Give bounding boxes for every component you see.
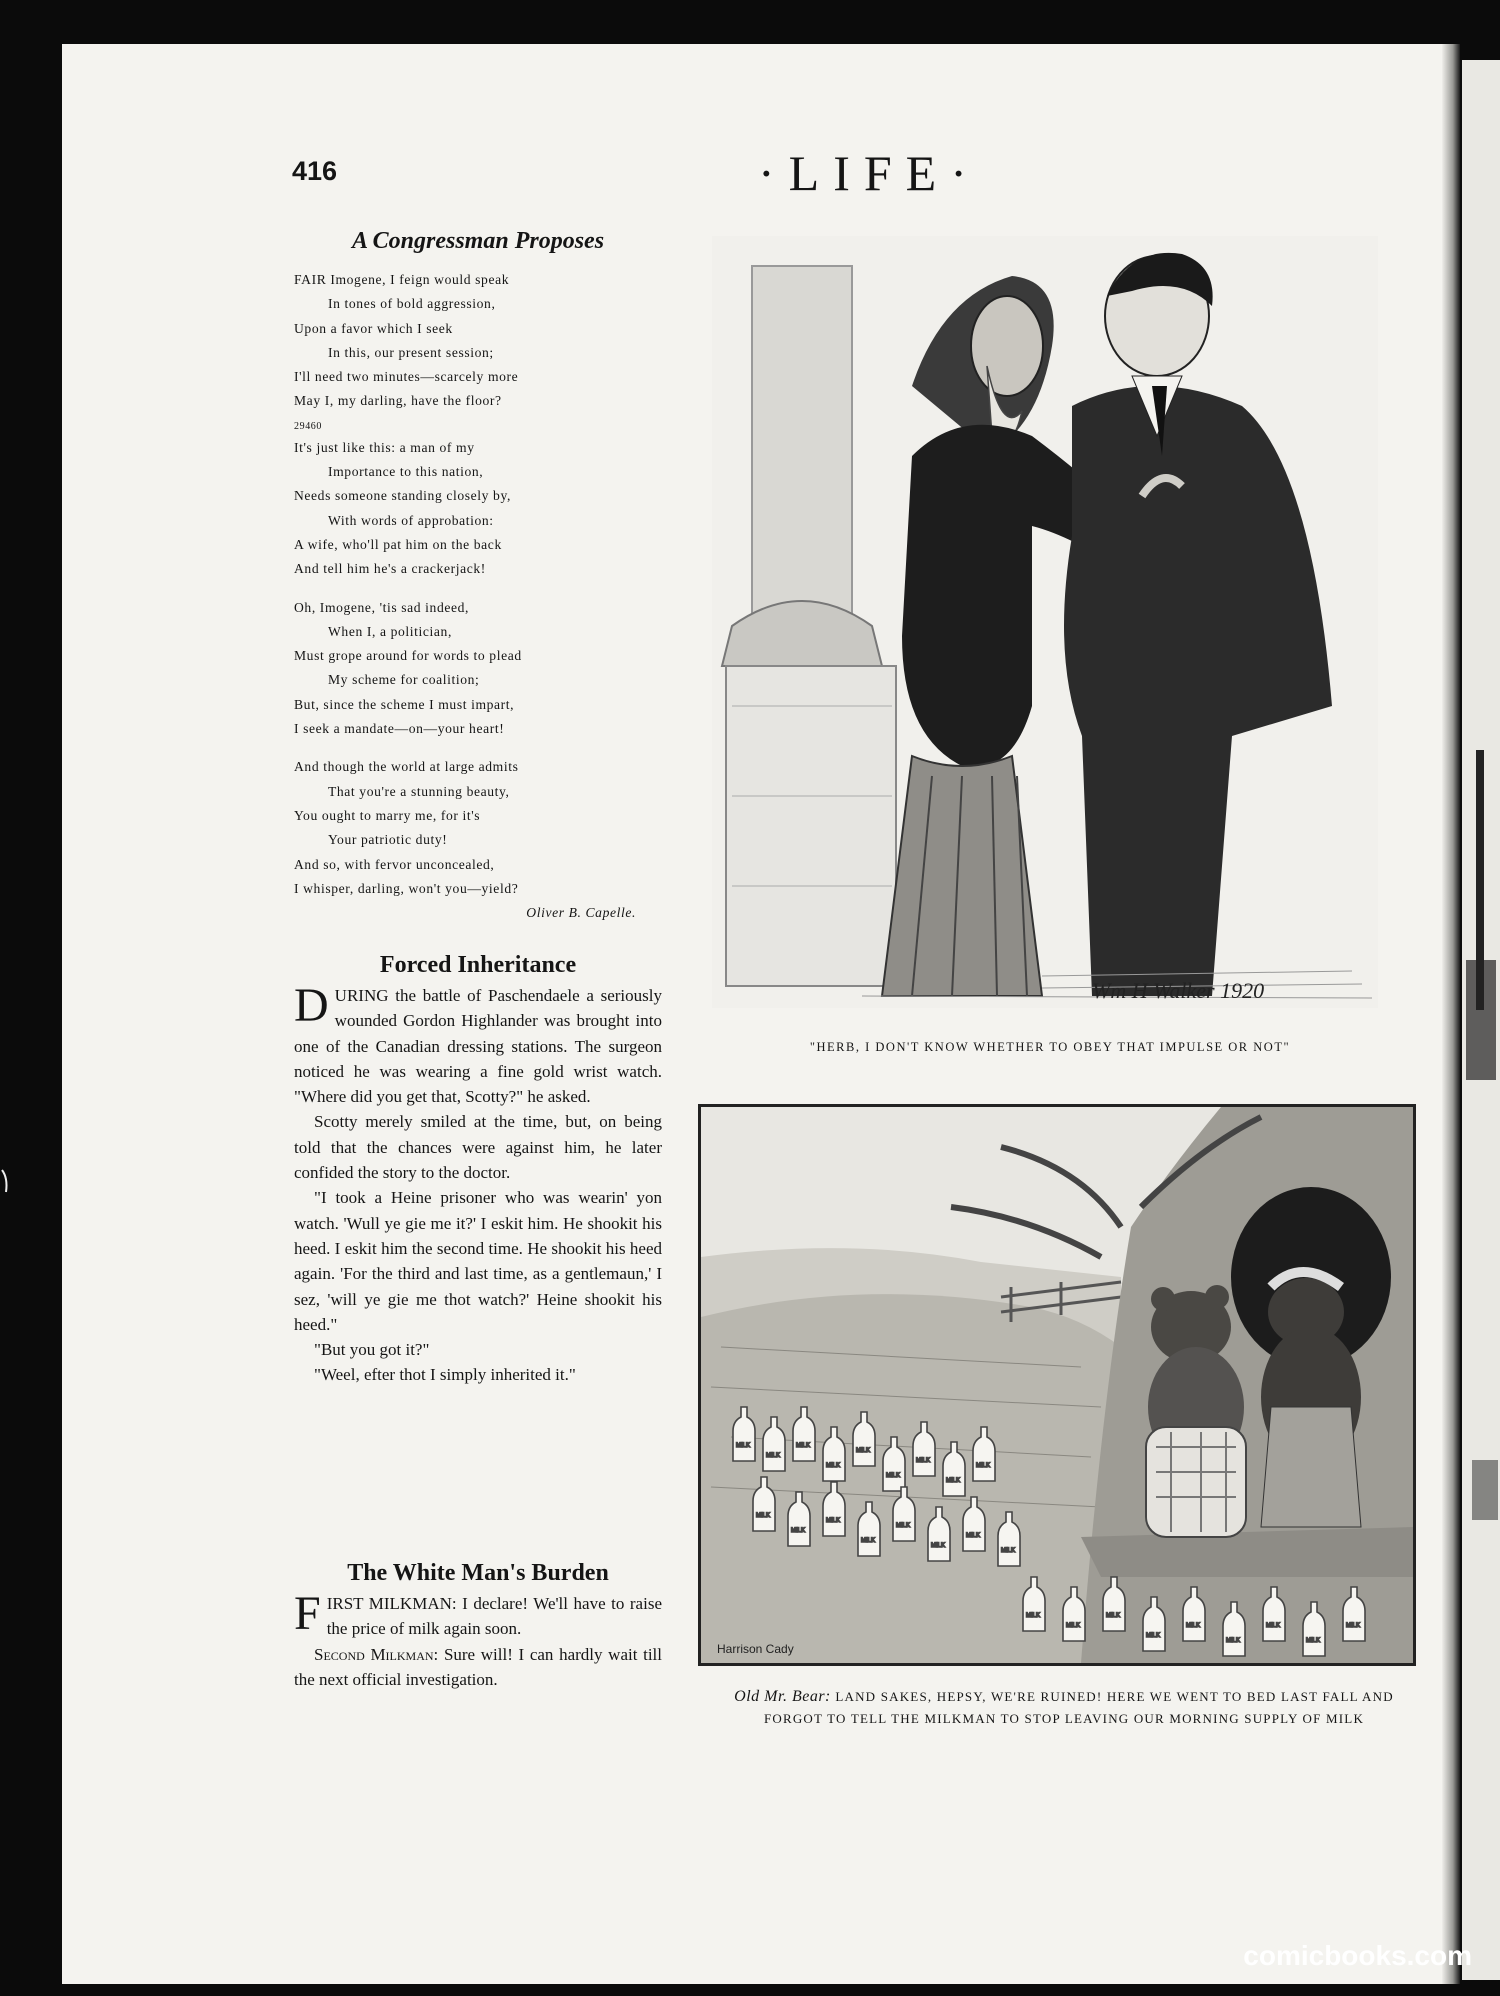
- poem-line: Your patriotic duty!: [328, 832, 448, 848]
- dialogue-text: I declare! We'll have to raise the price of milk again soon.: [326, 1594, 662, 1639]
- milk-bottle-label: MILK: [856, 1448, 871, 1454]
- milk-bottle-label: MILK: [1346, 1623, 1361, 1629]
- milk-bottle-label: MILK: [756, 1513, 771, 1519]
- story-paragraph: "Weel, efter thot I simply inherited it.": [314, 1365, 576, 1385]
- poem-line: In tones of bold aggression,: [328, 296, 496, 312]
- poem-line: With words of approbation:: [328, 512, 494, 528]
- story-title: Forced Inheritance: [379, 952, 577, 978]
- milk-bottle-label: MILK: [826, 1463, 841, 1469]
- poem-line: Importance to this nation,: [328, 464, 484, 480]
- story-paragraph: [294, 979, 662, 1109]
- poem-line: And so, with fervor unconcealed,: [294, 856, 495, 872]
- poem-line: I'll need two minutes—scarcely more: [294, 369, 519, 385]
- milk-bottle-label: MILK: [1106, 1613, 1121, 1619]
- poem-stanza: [294, 755, 662, 925]
- story-paragraph: "I took a Heine prisoner who was wearin' yon watch. 'Wull ye gie me it?' I eskit him. He shookit his heed. I eskit him the second time. He shookit his heed again. 'For the third and last time, as a gentlemaun,' I sez, 'will ye gie me thot watch?' Heine shookit his heed.": [294, 1188, 662, 1334]
- story-forced-inheritance: [294, 952, 662, 1388]
- poem-stanza: [294, 268, 662, 414]
- poem-line: That you're a stunning beauty,: [328, 783, 510, 799]
- dialogue-text: Sure will! I can hardly wait till the next official investigation.: [294, 1644, 662, 1689]
- drop-cap: D: [294, 979, 329, 1032]
- cartoon-signature: Wm H Walker 1920: [1092, 978, 1265, 1003]
- story-paragraph: "But you got it?": [314, 1340, 430, 1360]
- poem-line: In this, our present session;: [328, 344, 494, 360]
- milk-bottle-label: MILK: [826, 1518, 841, 1524]
- milk-bottle-label: MILK: [1266, 1623, 1281, 1629]
- poem-line: Must grope around for words to plead: [294, 648, 522, 664]
- poem-line: You ought to marry me, for it's: [294, 807, 481, 823]
- caption-speaker: Old Mr. Bear:: [734, 1688, 831, 1705]
- story-paragraph: Scotty merely smiled at the time, but, on being told that the chances were against him, he later confided the story to the doctor.: [294, 1112, 662, 1183]
- poem-line: May I, my darling, have the floor?: [294, 393, 502, 409]
- cartoon-uncle-sam-herb: [712, 236, 1378, 1008]
- milk-bottle-label: MILK: [1026, 1613, 1041, 1619]
- dialogue-line: [294, 1642, 662, 1693]
- milk-bottle-label: MILK: [796, 1443, 811, 1449]
- milk-bottle-label: MILK: [1186, 1623, 1201, 1629]
- poem-line: I seek a mandate—on—your heart!: [294, 721, 505, 737]
- site-watermark: comicbooks.com: [1243, 1940, 1472, 1971]
- poem-line: Needs someone standing closely by,: [294, 488, 511, 504]
- milk-bottle-label: MILK: [1001, 1548, 1016, 1554]
- cartoon-signature: Harrison Cady: [717, 1642, 794, 1656]
- drop-cap: F: [294, 1587, 321, 1640]
- milk-bottle-label: MILK: [886, 1473, 901, 1479]
- page-number: 416: [292, 156, 338, 186]
- cartoon-bears-milk-frame: [698, 1104, 1416, 1666]
- milk-bottle-label: MILK: [766, 1453, 781, 1459]
- facing-page-edge: [1462, 60, 1500, 1980]
- poem-line: And tell him he's a crackerjack!: [294, 561, 486, 577]
- poem-line: When I, a politician,: [328, 623, 452, 639]
- milk-bottle-label: MILK: [1226, 1638, 1241, 1644]
- poem-line: But, since the scheme I must impart,: [294, 696, 515, 712]
- poem-line: I whisper, darling, won't you—yield?: [294, 880, 519, 896]
- milk-bottle-label: MILK: [861, 1538, 876, 1544]
- story-white-mans-burden: [294, 1560, 662, 1692]
- story-body: [294, 979, 662, 1388]
- cartoon-bears-milk: [701, 1107, 1413, 1663]
- poem-line: FAIR Imogene, I feign would speak: [294, 272, 510, 287]
- poem-line: A wife, who'll pat him on the back: [294, 536, 502, 552]
- milk-bottle-label: MILK: [896, 1523, 911, 1529]
- milk-bottle-label: MILK: [1146, 1633, 1161, 1639]
- milk-bottle-label: MILK: [931, 1543, 946, 1549]
- milk-bottle-label: MILK: [916, 1458, 931, 1464]
- poem-line: My scheme for coalition;: [328, 672, 480, 688]
- page-tear-mark: [0, 1168, 14, 1194]
- poem-page-note: 29460: [294, 420, 322, 432]
- milk-bottle-label: MILK: [976, 1463, 991, 1469]
- story-text: URING the battle of Paschendaele a seriously wounded Gordon Highlander was brought into one of the Canadian dressing stations. The surgeon noticed he was wearing a fine gold wrist watch. "Where did you get that, Scotty?" he asked.: [294, 986, 662, 1107]
- poem-line: Oh, Imogene, 'tis sad indeed,: [294, 599, 470, 615]
- poem-stanza: [294, 418, 662, 582]
- milk-bottle-label: MILK: [946, 1478, 961, 1484]
- poem-stanza: [294, 596, 662, 742]
- speaker-label: Second Milkman:: [314, 1644, 439, 1664]
- story-body: [294, 1587, 662, 1692]
- poem-title: A Congressman Proposes: [351, 228, 605, 254]
- milk-bottle-label: MILK: [791, 1528, 806, 1534]
- poem-line: Upon a favor which I seek: [294, 320, 453, 336]
- milk-bottle-label: MILK: [1306, 1638, 1321, 1644]
- story-title: The White Man's Burden: [347, 1560, 609, 1586]
- milk-bottle-label: MILK: [1066, 1623, 1081, 1629]
- speaker-label: IRST MILKMAN:: [326, 1594, 457, 1613]
- masthead: ·LIFE·: [758, 145, 981, 201]
- poem-line: And though the world at large admits: [294, 759, 519, 775]
- milk-bottle-label: MILK: [736, 1443, 751, 1449]
- cartoon-caption: "HERB, I DON'T KNOW WHETHER TO OBEY THAT IMPULSE OR NOT": [809, 1040, 1291, 1054]
- caption-text: LAND SAKES, HEPSY, WE'RE RUINED! HERE WE WENT TO BED LAST FALL AND FORGOT TO TELL THE MILKMAN TO STOP LEAVING OUR MORNING SUPPLY OF MILK: [763, 1689, 1394, 1726]
- poem-line: It's just like this: a man of my: [294, 439, 475, 455]
- cartoon-caption: [728, 1686, 1400, 1730]
- poem-title-wrap: [294, 228, 662, 255]
- milk-bottle-label: MILK: [966, 1533, 981, 1539]
- poem-signature: Oliver B. Capelle.: [526, 905, 636, 921]
- dialogue-line: [294, 1587, 662, 1642]
- poem-body: [294, 268, 662, 939]
- book-spine: [1442, 44, 1460, 1984]
